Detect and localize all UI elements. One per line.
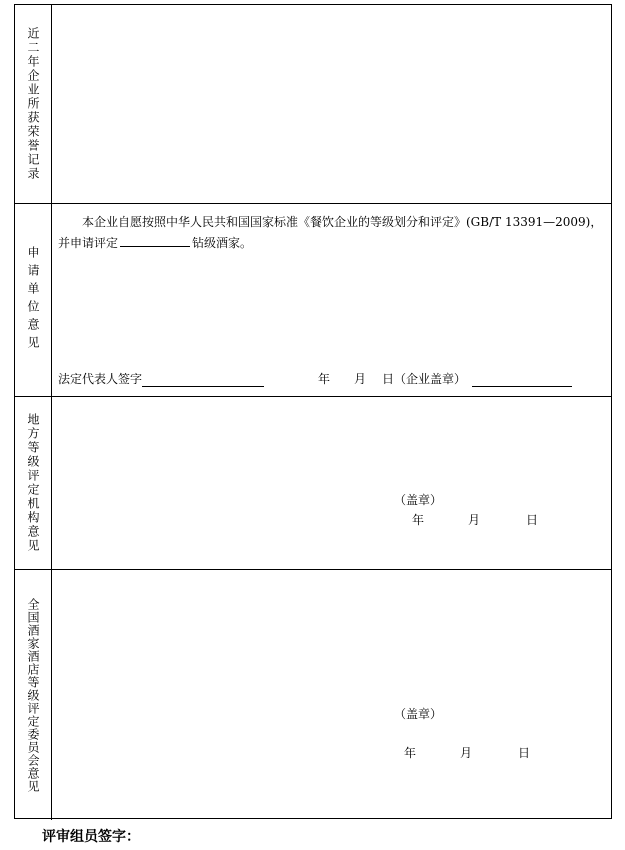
national-opinion-row <box>15 569 611 820</box>
honors-label: 近二年企业所获荣誉记录 <box>26 27 40 181</box>
national-content-cell[interactable] <box>52 570 611 820</box>
application-form-table <box>14 4 612 819</box>
date-year-label: 年 <box>318 372 331 386</box>
date-month-label: 月 <box>354 372 367 386</box>
applicant-content-cell <box>52 204 611 396</box>
national-day-label: 日 <box>518 746 531 760</box>
local-month-label: 月 <box>468 513 481 527</box>
statement-text-part2: 钻级酒家。 <box>192 236 253 250</box>
reviewer-signature-label: 评审组员签字： <box>42 829 140 845</box>
applicant-row <box>15 203 611 396</box>
local-seal-label: （盖章） <box>394 493 443 507</box>
signature-line <box>58 370 572 387</box>
signature-label: 法定代表人签字 <box>58 372 143 386</box>
national-seal-label: （盖章） <box>394 707 443 721</box>
applicant-label: 申请单位意见 <box>26 246 40 354</box>
company-seal-field[interactable] <box>472 373 572 387</box>
diamond-level-blank[interactable] <box>120 234 190 247</box>
signature-field[interactable] <box>142 373 264 387</box>
national-label-cell <box>15 570 52 820</box>
national-month-label: 月 <box>460 746 473 760</box>
applicant-label-cell <box>15 204 52 396</box>
local-day-label: 日 <box>526 513 539 527</box>
local-opinion-row <box>15 396 611 569</box>
honors-content-cell[interactable] <box>52 5 611 203</box>
statement-text-part1: 本企业自愿按照中华人民共和国国家标准《餐饮企业的等级划分和评定》(GB/T 13391—2009)，并申请评定 <box>58 215 603 250</box>
honors-label-cell <box>15 5 52 203</box>
honors-row <box>15 5 611 203</box>
local-content-cell[interactable] <box>52 397 611 569</box>
local-label-cell <box>15 397 52 569</box>
national-year-label: 年 <box>404 746 417 760</box>
local-year-label: 年 <box>412 513 425 527</box>
national-label: 全国酒家酒店等级评定委员会意见 <box>26 597 40 793</box>
date-day-seal-label: 日（企业盖章） <box>382 372 467 386</box>
local-label: 地方等级评定机构意见 <box>26 413 40 553</box>
applicant-statement <box>58 212 605 254</box>
